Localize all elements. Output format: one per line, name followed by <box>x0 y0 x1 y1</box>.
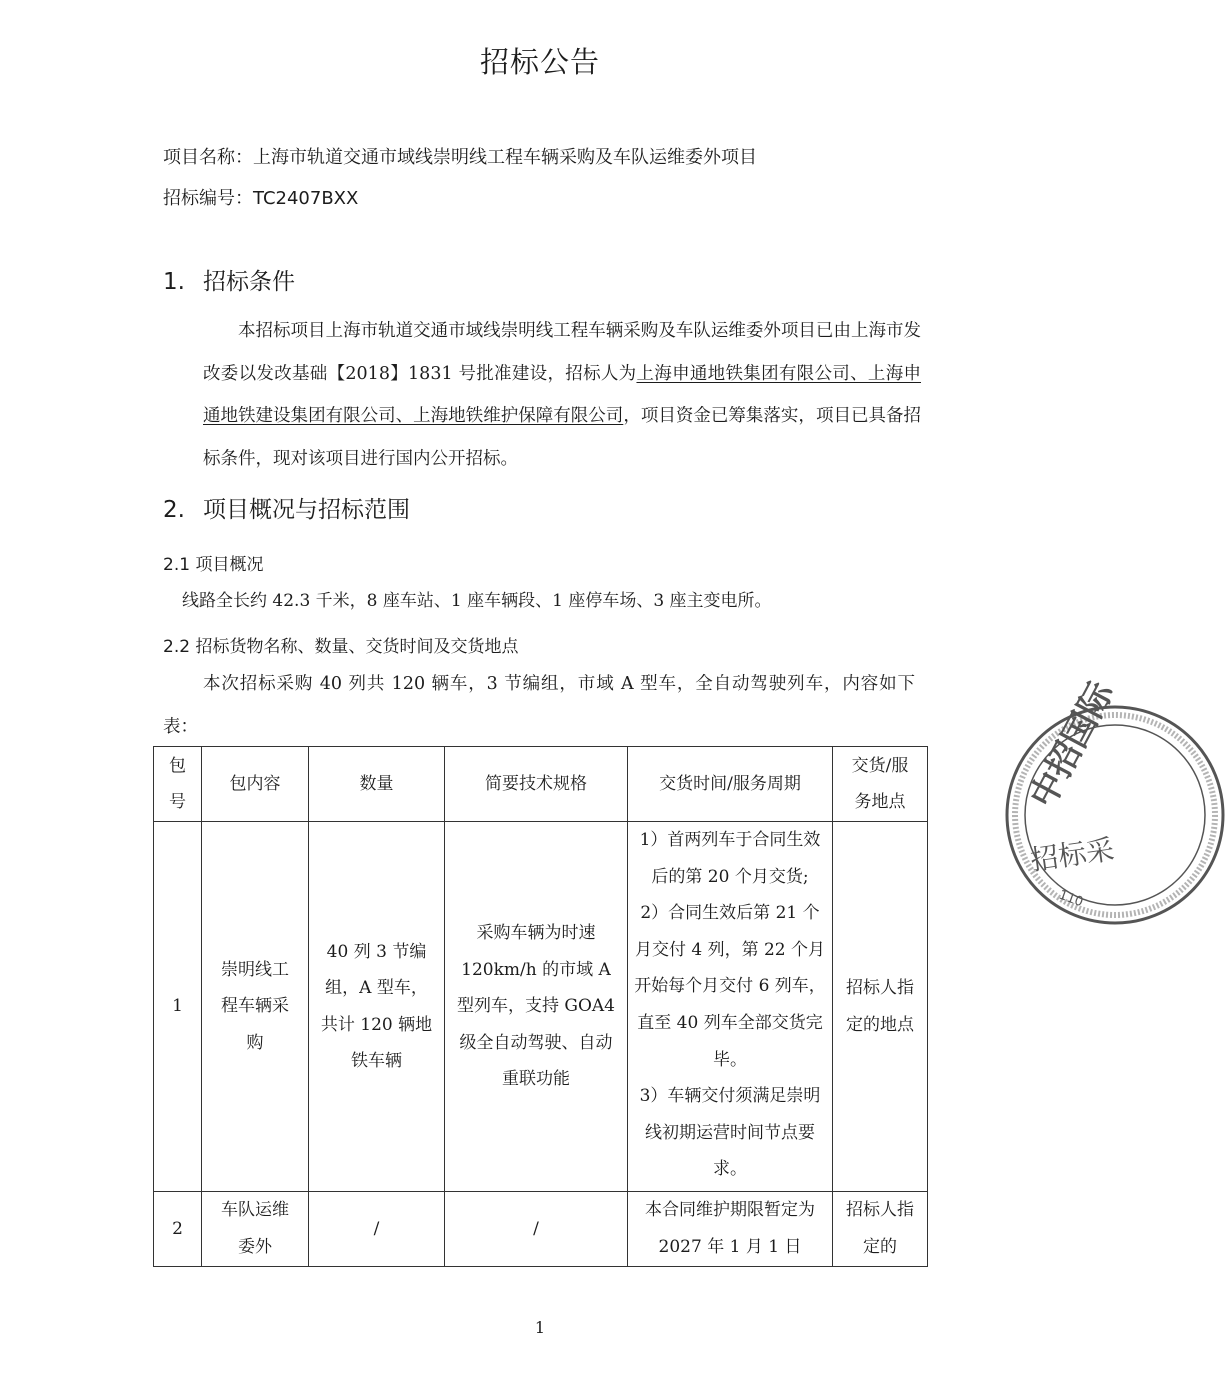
subsection-2-1-number: 2.1 <box>163 555 191 575</box>
section-2-number: 2. <box>163 497 185 523</box>
page-title: 招标公告 <box>479 45 600 79</box>
svg-text:招标采: 招标采 <box>1028 832 1117 877</box>
page-number: 1 <box>534 1318 546 1337</box>
section-1-heading <box>163 263 295 296</box>
section-1-text-b: ，项目资金已筹集落实，项目已具备招标条件，现对该项目进行国内公开招标。 <box>203 406 922 470</box>
cell-package-no: 1 <box>154 822 202 1192</box>
delivery-item-1: 1）首两列车于合同生效后的第 20 个月交货; <box>639 830 821 887</box>
cell-quantity: / <box>309 1192 445 1267</box>
header-package-no: 包号 <box>154 747 202 822</box>
official-seal-stamp <box>1000 675 1230 930</box>
cell-package-content: 车队运维委外 <box>202 1192 309 1267</box>
cell-spec: 采购车辆为时速 120km/h 的市域 A 型列车，支持 GOA4 级全自动驾驶、自动重联功能 <box>445 822 628 1192</box>
section-2-title: 项目概况与招标范围 <box>203 497 410 523</box>
tenderer-names: 上海申通地铁集团有限公司、上海申通地铁建设集团有限公司、上海地铁维护保障有限公司 <box>203 363 921 427</box>
svg-text:110: 110 <box>1056 887 1086 911</box>
svg-text:中招国际: 中招国际 <box>1022 675 1122 815</box>
delivery-item-2: 2）合同生效后第 21 个月交付 4 列，第 22 个月开始每个月交付 6 列车，直至 40 列车全部交货完毕。 <box>634 903 826 1070</box>
table-row <box>154 1192 928 1267</box>
section-1-number: 1. <box>163 269 185 295</box>
project-name: 项目名称：上海市轨道交通市域线崇明线工程车辆采购及车队运维委外项目 <box>163 147 757 168</box>
subsection-2-2-title: 招标货物名称、数量、交货时间及交货地点 <box>190 637 519 657</box>
cell-spec: / <box>445 1192 628 1267</box>
delivery-item-3: 3）车辆交付须满足崇明线初期运营时间节点要求。 <box>639 1086 821 1180</box>
cell-quantity: 40 列 3 节编组，A 型车，共计 120 辆地铁车辆 <box>309 822 445 1192</box>
goods-table <box>153 746 928 1267</box>
procurement-text: 本次招标采购 40 列共 120 辆车，3 节编组，市域 A 型车，全自动驾驶列车，内容如下表： <box>163 674 915 737</box>
cell-delivery-time: 本合同维护期限暂定为 2027 年 1 月 1 日 <box>628 1192 833 1267</box>
header-quantity: 数量 <box>309 747 445 822</box>
table-row <box>154 822 928 1192</box>
subsection-2-2-number: 2.2 <box>163 637 191 657</box>
cell-package-no: 2 <box>154 1192 202 1267</box>
section-1-title: 招标条件 <box>203 269 295 295</box>
subsection-2-1-title: 项目概况 <box>190 555 264 575</box>
header-spec: 简要技术规格 <box>445 747 628 822</box>
subsection-2-1-heading <box>163 550 263 575</box>
project-overview-text: 线路全长约 42.3 千米，8 座车站、1 座车辆段、1 座停车场、3 座主变电所。 <box>182 591 772 611</box>
subsection-2-2-heading <box>163 632 518 657</box>
tender-code: 招标编号：TC2407BXX <box>163 188 359 209</box>
cell-delivery-place: 招标人指定的 <box>833 1192 928 1267</box>
cell-delivery-place: 招标人指定的地点 <box>833 822 928 1192</box>
section-1-paragraph <box>203 310 921 481</box>
table-header-row <box>154 747 928 822</box>
header-delivery-place: 交货/服务地点 <box>833 747 928 822</box>
header-package-content: 包内容 <box>202 747 309 822</box>
cell-package-content: 崇明线工程车辆采购 <box>202 822 309 1192</box>
section-2-heading <box>163 491 410 524</box>
section-1-text-a: 本招标项目上海市轨道交通市域线崇明线工程车辆采购及车队运维委外项目已由上海市发改委以发改基础【2018】1831 号批准建设，招标人为 <box>203 321 921 384</box>
cell-delivery-time <box>628 822 833 1192</box>
header-delivery-time: 交货时间/服务周期 <box>628 747 833 822</box>
